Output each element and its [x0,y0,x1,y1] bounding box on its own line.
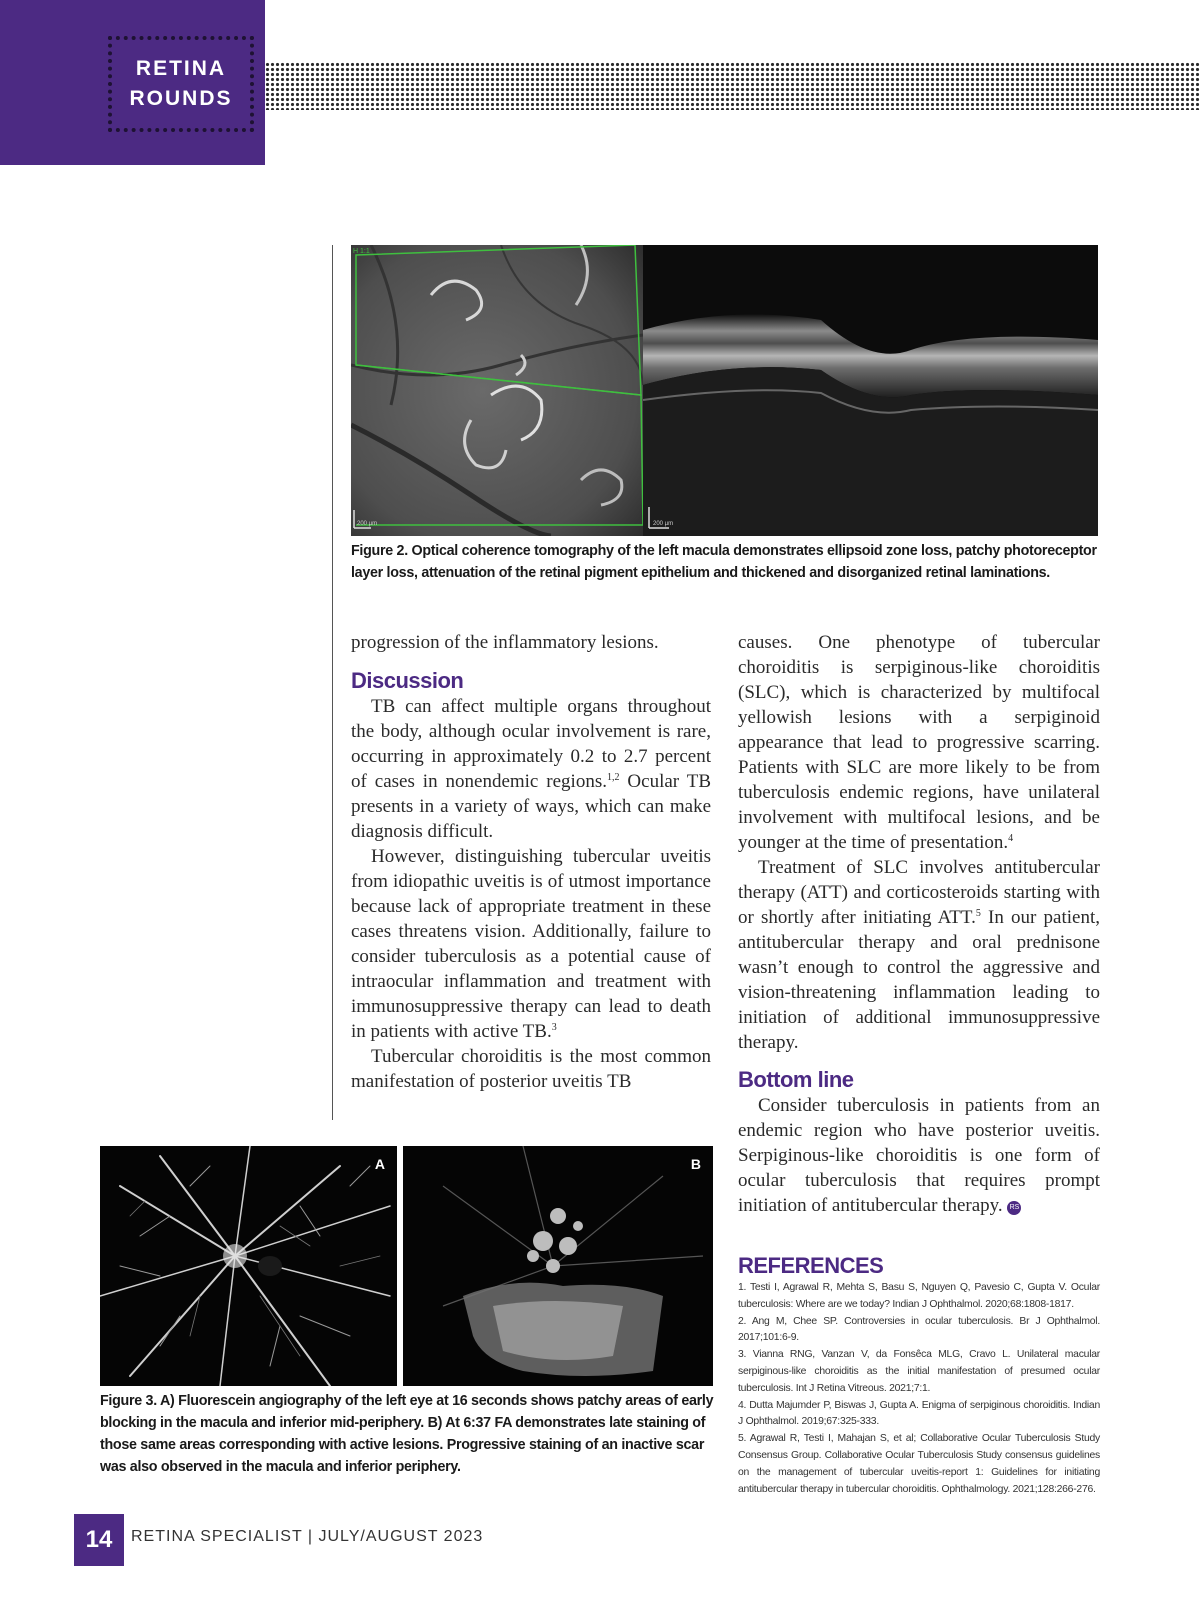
figure3-caption: Figure 3. A) Fluorescein angiography of the left eye at 16 seconds shows patchy areas of early blocking in the macula and inferior mid-periphery. B) At 6:37 FA demonstrates late staining of those same areas corresponding with active lesions. Progressive staining of an inactive scar was also observed in the macula and inferior periphery. [100,1393,714,1475]
discussion-p1-text: TB can affect multiple organs throughout the body, although ocular involvement is rare, occurring in approximately 0.2 to 2.7 percent of cases in nonendemic regions. [351,696,711,792]
section-tag-line2: ROUNDS [129,87,233,110]
figure3-panel-a [100,1146,397,1386]
citation-3: 3 [551,1022,557,1033]
figure2-caption: Figure 2. Optical coherence tomography of the left macula demonstrates ellipsoid zone loss, patchy photoreceptor layer loss, attenuation of the retinal pigment epithelium and thickened and disorganized retinal laminations. [351,543,1097,581]
bottom-line-heading: Bottom line [738,1067,854,1092]
right-p2-text: Treatment of SLC involves antitubercular therapy (ATT) and corticosteroids starting with or shortly after initiating ATT. [738,857,1100,928]
section-tag [0,0,265,165]
bottom-line-text: Consider tuberculosis in patients from an endemic region who have posterior uveitis. Serpiginous-like choroiditis is one form of ocular tuberculosis that requires prompt initiation of antitubercular therapy. [738,1095,1100,1216]
discussion-paragraph-2 [351,844,711,1044]
column-rule [332,245,333,1120]
discussion-p2-text: However, distinguishing tubercular uveitis from idiopathic uveitis is of utmost importance because lack of appropriate treatment in these cases threatens vision. Additionally, failure to consider tuberculosis as a potential cause of intraocular inflammation and treatment with immunosuppressive therapy can lead to death in patients with active TB. [351,846,711,1042]
reference-item: 4. Dutta Majumder P, Biswas J, Gupta A. Enigma of serpiginous choroiditis. Indian J Ophthalmol. 2019;67:325-333. [738,1399,1100,1428]
figure3-panel-b [403,1146,713,1386]
publication-footer: RETINA SPECIALIST | JULY/AUGUST 2023 [131,1528,484,1545]
right-column [738,630,1100,1218]
discussion-paragraph-3: Tubercular choroiditis is the most common manifestation of posterior uveitis TB [351,1046,711,1092]
reference-item: 5. Agrawal R, Testi I, Mahajan S, et al; Collaborative Ocular Tuberculosis Study Consensus Group. Collaborative Ocular Tuberculosis Study consensus guidelines on the management of tubercular uveitis-report 1: Guidelines for initiating antitubercular therapy in tubercular choroiditis. Ophthalmology. 2021;128:266-276. [738,1433,1100,1495]
figure2-oct-image [351,245,1098,536]
right-paragraph-2 [738,855,1100,1055]
section-tag-frame [108,36,254,132]
fig2-corner-label: H 1:1 [353,248,370,255]
references-heading: REFERENCES [738,1253,884,1278]
left-column [351,630,711,1094]
section-tag-line1: RETINA [135,57,227,80]
reference-item: 3. Vianna RNG, Vanzan V, da Fonsêca MLG, Cravo L. Unilateral macular serpiginous-like choroiditis as the initial manifestation of presumed ocular tuberculosis. Int J Retina Vitreous. 2021;7:1. [738,1349,1100,1394]
intro-paragraph: progression of the inflammatory lesions. [351,632,659,653]
reference-item: 1. Testi I, Agrawal R, Mehta S, Basu S, Nguyen Q, Pavesio C, Gupta V. Ocular tuberculosis: Where are we today? Indian J Ophthalmol. 2020;68:1808-1817. [738,1282,1100,1310]
bottom-line-paragraph [738,1093,1100,1218]
panel-a-label: A [374,1156,385,1172]
citation-1-2: 1,2 [606,772,620,783]
discussion-heading: Discussion [351,668,464,693]
discussion-paragraph-1 [351,694,711,844]
fig2-scale-left: 200 µm [357,521,378,527]
panel-b-label: B [690,1156,701,1172]
citation-4: 4 [1008,833,1014,844]
fig2-scale-right: 200 µm [653,521,674,527]
reference-item: 2. Ang M, Chee SP. Controversies in ocular tuberculosis. Br J Ophthalmol. 2017;101:6-9. [738,1315,1100,1344]
discussion-p1-text-b: Ocular TB presents in a variety of ways, which can make diagnosis difficult. [351,771,711,842]
right-p1-text: causes. One phenotype of tubercular choroiditis is serpiginous-like choroiditis (SLC), which is characterized by multifocal yellowish lesions with a serpiginoid appearance that lead to progressive scarring. Patients with SLC are more likely to be from tuberculosis endemic regions, have unilateral involvement with multifocal lesions, and be younger at the time of presentation. [738,632,1100,853]
references-list [738,1280,1100,1498]
right-p2-text-b: In our patient, antitubercular therapy and oral prednisone wasn’t enough to control the aggressive and vision-threatening inflammation leading to initiation of additional immunosuppressive therapy. [738,907,1101,1053]
citation-5: 5 [975,908,981,919]
right-paragraph-1 [738,630,1100,855]
rs-end-badge: RS [1007,1201,1021,1215]
dotted-header-strip [265,62,1200,110]
page-number: 14 [74,1514,124,1566]
